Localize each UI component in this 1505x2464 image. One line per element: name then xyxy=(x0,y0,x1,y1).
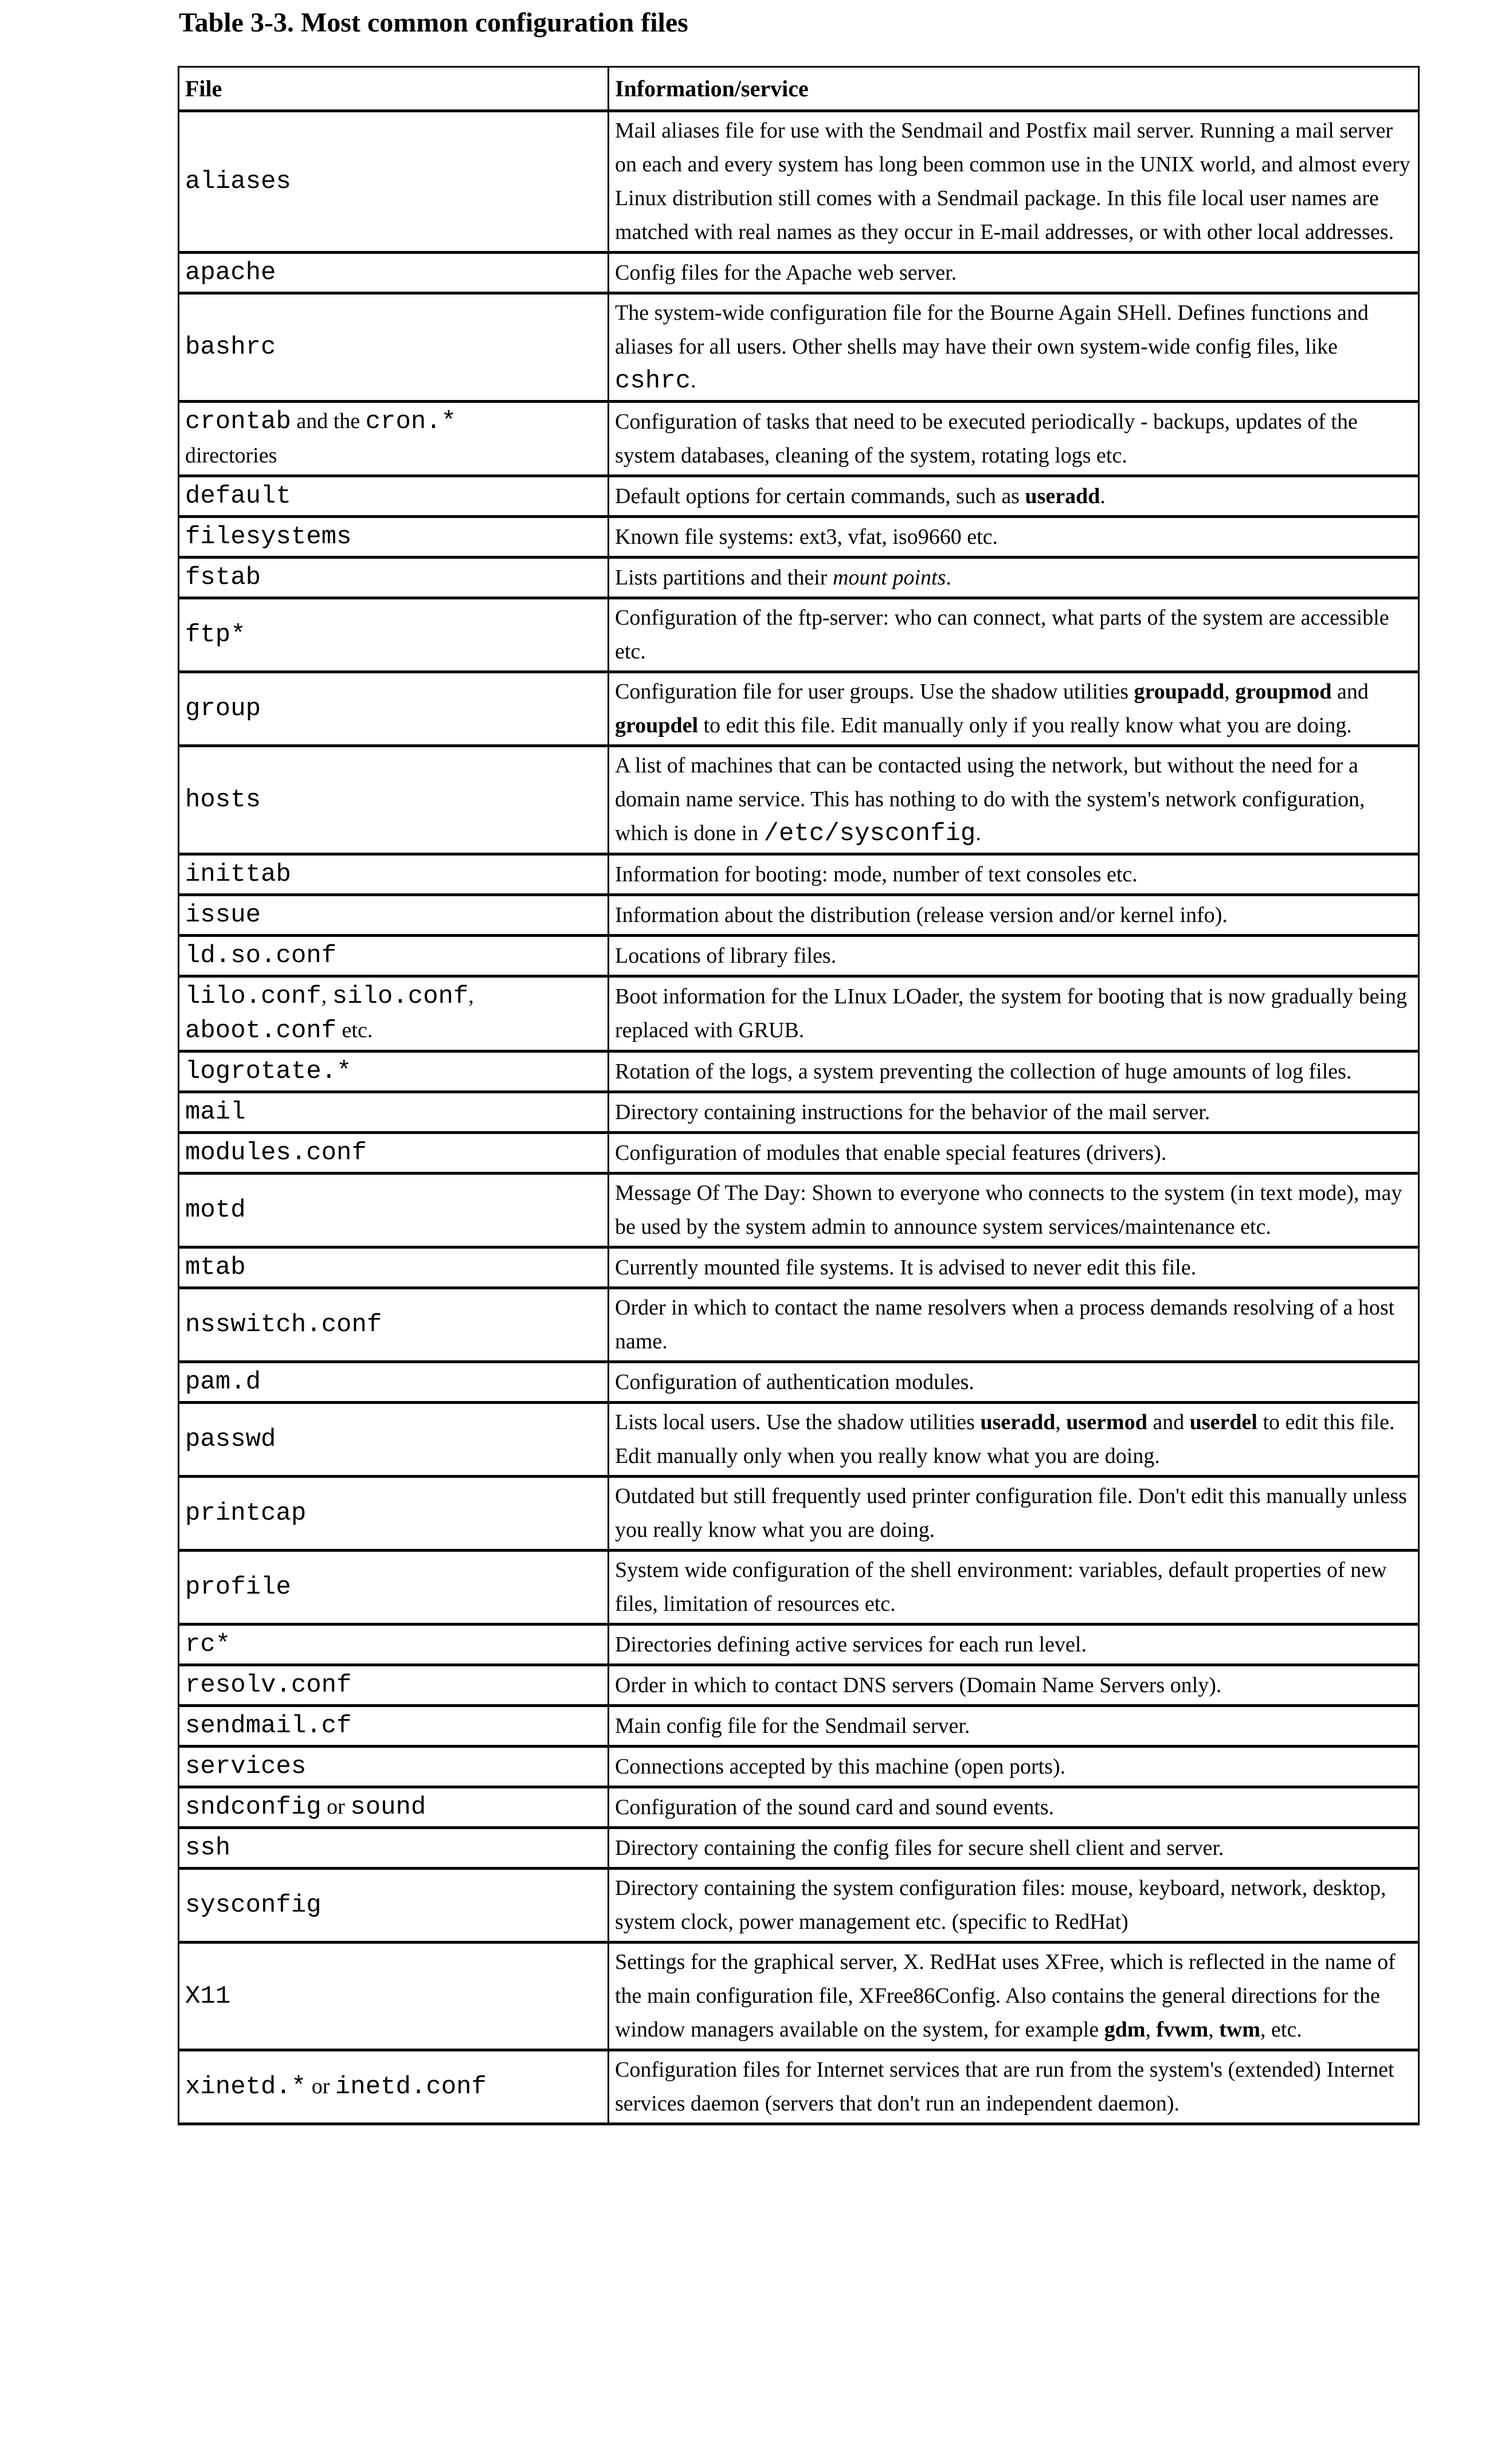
text-segment: sendmail.cf xyxy=(185,1712,352,1740)
document-page xyxy=(178,0,1421,2125)
text-segment: ld.so.conf xyxy=(185,941,337,970)
text-segment: resolv.conf xyxy=(185,1671,352,1700)
text-segment: motd xyxy=(185,1196,246,1225)
table-row xyxy=(179,895,1419,936)
text-segment: userdel xyxy=(1189,1410,1257,1434)
text-segment: mount points xyxy=(832,565,946,590)
text-segment: passwd xyxy=(185,1425,276,1454)
info-cell xyxy=(609,598,1419,672)
info-cell xyxy=(609,1288,1419,1362)
text-segment: Main config file for the Sendmail server. xyxy=(615,1713,970,1738)
file-cell xyxy=(179,1092,609,1133)
file-cell xyxy=(179,895,609,936)
table-row xyxy=(179,2050,1419,2124)
text-segment: , etc. xyxy=(1260,2018,1302,2042)
table-row xyxy=(179,293,1419,402)
text-segment: Configuration of authentication modules. xyxy=(615,1370,974,1394)
file-cell xyxy=(179,1477,609,1551)
file-cell xyxy=(179,854,609,895)
file-cell xyxy=(179,1247,609,1288)
text-segment: useradd xyxy=(1025,484,1100,508)
text-segment: profile xyxy=(185,1573,291,1602)
text-segment: gdm xyxy=(1104,2018,1146,2042)
info-cell xyxy=(609,402,1419,476)
table-row xyxy=(179,976,1419,1051)
text-segment: inittab xyxy=(185,860,291,889)
info-cell xyxy=(609,1247,1419,1288)
table-row xyxy=(179,253,1419,293)
info-cell xyxy=(609,1706,1419,1747)
info-cell xyxy=(609,1869,1419,1943)
text-segment: to edit this file. Edit manually only when you really know what you are doing. xyxy=(615,1410,1395,1468)
text-segment: Configuration file for user groups. Use the shadow utilities xyxy=(615,680,1134,704)
info-cell xyxy=(609,293,1419,402)
text-segment: inetd.conf xyxy=(335,2073,487,2101)
text-segment: printcap xyxy=(185,1499,307,1528)
text-segment: Connections accepted by this machine (open ports). xyxy=(615,1754,1066,1779)
text-segment: ftp* xyxy=(185,621,246,649)
file-cell xyxy=(179,1288,609,1362)
text-segment: and xyxy=(1331,680,1369,704)
text-segment: logrotate.* xyxy=(185,1057,352,1086)
text-segment: Currently mounted file systems. It is advised to never edit this file. xyxy=(615,1255,1197,1280)
table-row xyxy=(179,1477,1419,1551)
info-cell xyxy=(609,111,1419,253)
column-header-information-service: Information/service xyxy=(609,67,1419,111)
text-segment: hosts xyxy=(185,786,261,814)
file-cell xyxy=(179,111,609,253)
text-segment: The system-wide configuration file for the Bourne Again SHell. Defines functions and aliases for all users. Other shells may have their own system-wide config files, like xyxy=(615,301,1369,359)
text-segment: Config files for the Apache web server. xyxy=(615,260,957,285)
text-segment: groupdel xyxy=(615,713,699,737)
text-segment: Directory containing the system configuration files: mouse, keyboard, network, desktop, system clock, power management etc. (specific to RedHat) xyxy=(615,1876,1386,1934)
text-segment: , xyxy=(1224,680,1236,704)
text-segment: silo.conf xyxy=(332,982,469,1011)
info-cell xyxy=(609,976,1419,1051)
info-cell xyxy=(609,1092,1419,1133)
text-segment: mail xyxy=(185,1098,246,1127)
text-segment: , xyxy=(321,984,332,1008)
file-cell xyxy=(179,1403,609,1477)
file-cell xyxy=(179,1362,609,1403)
text-segment: Directories defining active services for each run level. xyxy=(615,1632,1087,1657)
table-row xyxy=(179,1943,1419,2050)
text-segment: groupmod xyxy=(1235,680,1332,704)
text-segment: and the xyxy=(291,409,366,433)
text-segment: Directory containing the config files for secure shell client and server. xyxy=(615,1835,1224,1860)
table-row xyxy=(179,936,1419,976)
text-segment: Configuration of the ftp-server: who can connect, what parts of the system are accessible etc. xyxy=(615,606,1389,664)
text-segment: or xyxy=(306,2074,335,2098)
text-segment: , xyxy=(1145,2018,1157,2042)
info-cell xyxy=(609,253,1419,293)
text-segment: Directory containing instructions for the behavior of the mail server. xyxy=(615,1100,1210,1124)
file-cell xyxy=(179,936,609,976)
table-row xyxy=(179,746,1419,854)
text-segment: Configuration of the sound card and sound events. xyxy=(615,1795,1055,1819)
file-cell xyxy=(179,976,609,1051)
text-segment: aboot.conf xyxy=(185,1017,337,1045)
info-cell xyxy=(609,1625,1419,1665)
info-cell xyxy=(609,1403,1419,1477)
table-row xyxy=(179,1174,1419,1247)
table-row xyxy=(179,854,1419,895)
file-cell xyxy=(179,517,609,558)
file-cell xyxy=(179,253,609,293)
text-segment: Default options for certain commands, such as xyxy=(615,484,1025,508)
file-cell xyxy=(179,558,609,598)
text-segment: directories xyxy=(185,444,277,468)
text-segment: rc* xyxy=(185,1630,231,1659)
info-cell xyxy=(609,895,1419,936)
text-segment: fvwm xyxy=(1156,2018,1209,2042)
text-segment: bashrc xyxy=(185,333,276,362)
info-cell xyxy=(609,1943,1419,2050)
table-row xyxy=(179,111,1419,253)
text-segment: Configuration of tasks that need to be executed periodically - backups, updates of the system databases, cleaning of the system, rotating logs etc. xyxy=(615,409,1358,468)
table-caption: Table 3-3. Most common configuration files xyxy=(179,7,688,38)
text-segment: services xyxy=(185,1752,307,1781)
text-segment: modules.conf xyxy=(185,1139,367,1167)
text-segment: groupadd xyxy=(1134,680,1225,704)
file-cell xyxy=(179,293,609,402)
text-segment: or xyxy=(321,1795,351,1819)
file-cell xyxy=(179,402,609,476)
table-row xyxy=(179,598,1419,672)
text-segment: cshrc xyxy=(615,367,691,395)
text-segment: , xyxy=(1208,2018,1220,2042)
table-row xyxy=(179,1247,1419,1288)
file-cell xyxy=(179,2050,609,2124)
file-cell xyxy=(179,1051,609,1092)
info-cell xyxy=(609,476,1419,517)
header-row xyxy=(179,67,1419,111)
text-segment: Information for booting: mode, number of text consoles etc. xyxy=(615,862,1138,886)
text-segment: fstab xyxy=(185,563,261,592)
text-segment: Lists partitions and their xyxy=(615,565,833,590)
text-segment: aliases xyxy=(185,167,291,196)
file-cell xyxy=(179,1133,609,1174)
info-cell xyxy=(609,936,1419,976)
text-segment: Outdated but still frequently used printer configuration file. Don't edit this manually unless you really know what you are doing. xyxy=(615,1484,1407,1542)
text-segment: mtab xyxy=(185,1253,246,1282)
text-segment: . xyxy=(1100,484,1106,508)
text-segment: sndconfig xyxy=(185,1793,322,1822)
info-cell xyxy=(609,1477,1419,1551)
table-row xyxy=(179,1787,1419,1828)
file-cell xyxy=(179,672,609,746)
table-row xyxy=(179,1362,1419,1403)
text-segment: xinetd.* xyxy=(185,2073,307,2101)
text-segment: sound xyxy=(350,1793,426,1822)
file-cell xyxy=(179,1747,609,1787)
text-segment: Lists local users. Use the shadow utilities xyxy=(615,1410,981,1434)
table-body xyxy=(179,111,1419,2124)
table-row xyxy=(179,672,1419,746)
table-row xyxy=(179,1828,1419,1869)
text-segment: . xyxy=(946,565,951,590)
text-segment: nsswitch.conf xyxy=(185,1311,382,1339)
file-cell xyxy=(179,1828,609,1869)
info-cell xyxy=(609,1828,1419,1869)
text-segment: apache xyxy=(185,258,276,287)
text-segment: Boot information for the LInux LOader, the system for booting that is now gradually being replaced with GRUB. xyxy=(615,984,1408,1042)
text-segment: crontab xyxy=(185,407,291,436)
file-cell xyxy=(179,1625,609,1665)
table-row xyxy=(179,1747,1419,1787)
text-segment: X11 xyxy=(185,1982,231,2011)
info-cell xyxy=(609,746,1419,854)
info-cell xyxy=(609,672,1419,746)
table-row xyxy=(179,558,1419,598)
info-cell xyxy=(609,1051,1419,1092)
table-row xyxy=(179,1051,1419,1092)
text-segment: System wide configuration of the shell environment: variables, default properties of new files, limitation of resources etc. xyxy=(615,1558,1387,1616)
file-cell xyxy=(179,1943,609,2050)
table-row xyxy=(179,1403,1419,1477)
text-segment: usermod xyxy=(1066,1410,1147,1434)
table-row xyxy=(179,1133,1419,1174)
text-segment: cron.* xyxy=(365,407,457,436)
file-cell xyxy=(179,476,609,517)
info-cell xyxy=(609,1174,1419,1247)
info-cell xyxy=(609,854,1419,895)
text-segment: lilo.conf xyxy=(185,982,322,1011)
text-segment: Locations of library files. xyxy=(615,943,837,968)
file-cell xyxy=(179,598,609,672)
file-cell xyxy=(179,1174,609,1247)
text-segment: default xyxy=(185,482,291,511)
info-cell xyxy=(609,1747,1419,1787)
text-segment: Information about the distribution (release version and/or kernel info). xyxy=(615,903,1228,927)
text-segment: Order in which to contact the name resolvers when a process demands resolving of a host name. xyxy=(615,1296,1395,1353)
table-row xyxy=(179,1288,1419,1362)
text-segment: Order in which to contact DNS servers (Domain Name Servers only). xyxy=(615,1673,1222,1697)
file-cell xyxy=(179,746,609,854)
file-cell xyxy=(179,1787,609,1828)
table-row xyxy=(179,476,1419,517)
info-cell xyxy=(609,1362,1419,1403)
text-segment: Mail aliases file for use with the Sendmail and Postfix mail server. Running a mail server on each and every system has long been common use in the UNIX world, and almost every Linux distribution still comes with a Sendmail package. In this file local user names are matched with real names as they occur in E-mail addresses, or with other local addresses. xyxy=(615,119,1410,244)
text-segment: issue xyxy=(185,901,261,929)
text-segment: and xyxy=(1147,1410,1190,1434)
text-segment: Message Of The Day: Shown to everyone who connects to the system (in text mode), may be used by the system admin to announce system services/maintenance etc. xyxy=(615,1181,1402,1239)
info-cell xyxy=(609,1551,1419,1625)
text-segment: Configuration of modules that enable special features (drivers). xyxy=(615,1140,1167,1165)
file-cell xyxy=(179,1551,609,1625)
table-row xyxy=(179,1625,1419,1665)
table-row xyxy=(179,1665,1419,1706)
table-row xyxy=(179,1869,1419,1943)
text-segment: sysconfig xyxy=(185,1891,322,1920)
table-row xyxy=(179,517,1419,558)
text-segment: pam.d xyxy=(185,1368,261,1396)
column-header-file: File xyxy=(179,67,609,111)
info-cell xyxy=(609,1787,1419,1828)
file-cell xyxy=(179,1869,609,1943)
text-segment: twm xyxy=(1219,2018,1261,2042)
table-row xyxy=(179,1092,1419,1133)
info-cell xyxy=(609,1133,1419,1174)
text-segment: etc. xyxy=(336,1018,373,1042)
text-segment: useradd xyxy=(980,1410,1056,1434)
info-cell xyxy=(609,558,1419,598)
config-files-table xyxy=(178,66,1420,2125)
text-segment: A list of machines that can be contacted using the network, but without the need for a domain name service. This has nothing to do with the system's network configuration, which is done in xyxy=(615,754,1365,845)
text-segment: filesystems xyxy=(185,523,352,551)
text-segment: ssh xyxy=(185,1834,231,1862)
text-segment: group xyxy=(185,695,261,723)
text-segment: Configuration files for Internet services that are run from the system's (extended) Internet services daemon (servers that don't run an independent daemon). xyxy=(615,2058,1394,2116)
text-segment: Rotation of the logs, a system preventing the collection of huge amounts of log files. xyxy=(615,1059,1352,1084)
text-segment: , xyxy=(1055,1410,1067,1434)
file-cell xyxy=(179,1665,609,1706)
text-segment: to edit this file. Edit manually only if you really know what you are doing. xyxy=(698,713,1352,737)
text-segment: Known file systems: ext3, vfat, iso9660 etc. xyxy=(615,524,998,549)
text-segment: , xyxy=(468,984,474,1008)
file-cell xyxy=(179,1706,609,1747)
info-cell xyxy=(609,517,1419,558)
table-row xyxy=(179,1706,1419,1747)
text-segment: Settings for the graphical server, X. RedHat uses XFree, which is reflected in the name of the main configuration file, XFree86Config. Also contains the general directions for the window managers available on the system, for example xyxy=(615,1950,1396,2042)
text-segment: . xyxy=(975,821,981,845)
text-segment: . xyxy=(691,368,696,393)
text-segment: /etc/sysconfig xyxy=(763,819,976,848)
info-cell xyxy=(609,1665,1419,1706)
info-cell xyxy=(609,2050,1419,2124)
table-row xyxy=(179,1551,1419,1625)
table-row xyxy=(179,402,1419,476)
